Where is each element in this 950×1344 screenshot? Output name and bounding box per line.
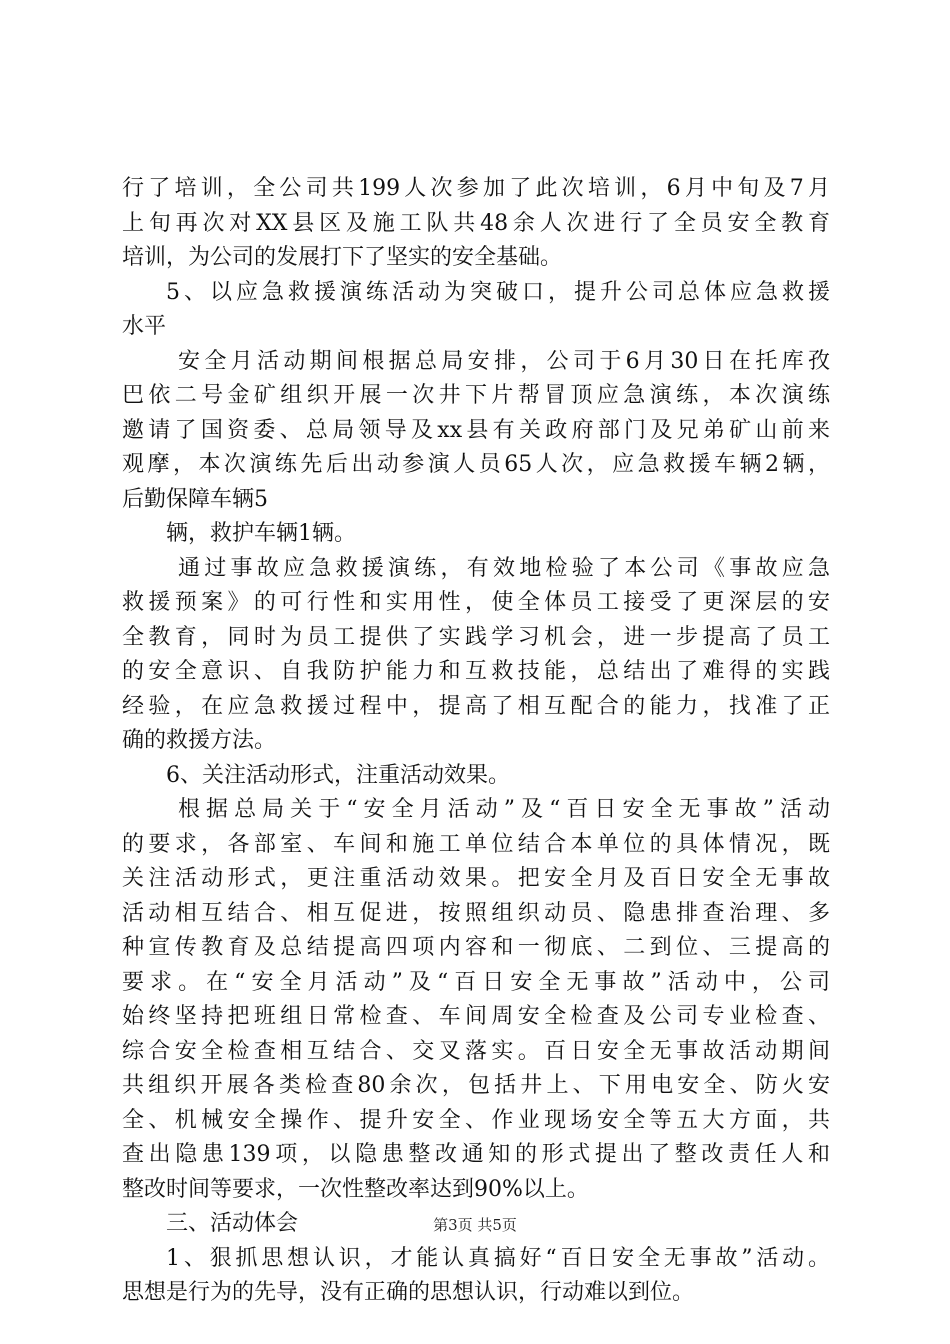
text-line: 查出隐患139项，以隐患整改通知的形式提出了整改责任人和	[122, 1142, 830, 1167]
paragraph-first-line: 1、狠抓思想认识，才能认真搞好“百日安全无事故”活动。	[166, 1245, 830, 1271]
section-heading: 5、以应急救援演练活动为突破口，提升公司总体应急救援	[166, 279, 830, 305]
text-line: 邀请了国资委、总局领导及xx县有关政府部门及兄弟矿山前来	[122, 417, 830, 443]
section-heading: 6、关注活动形式，注重活动效果。	[166, 762, 510, 788]
text-line: 综合安全检查相互结合、交叉落实。百日安全无事故活动期间	[122, 1038, 830, 1064]
paragraph-first-line: 根据总局关于“安全月活动”及“百日安全无事故”活动	[178, 797, 830, 822]
text-line: 经验，在应急救援过程中，提高了相互配合的能力，找准了正	[122, 693, 830, 719]
text-line: 后勤保障车辆5	[122, 486, 268, 512]
text-line: 的安全意识、自我防护能力和互救技能，总结出了难得的实践	[122, 659, 830, 684]
page-footer	[0, 1214, 950, 1235]
text-line: 水平	[122, 314, 167, 339]
text-line: 关注活动形式，更注重活动效果。把安全月及百日安全无事故	[122, 866, 830, 891]
text-line: 全教育，同时为员工提供了实践学习机会，进一步提高了员工	[122, 624, 830, 650]
text-line: 要求。在“安全月活动”及“百日安全无事故”活动中，公司	[122, 969, 830, 995]
text-line: 全、机械安全操作、提升安全、作业现场安全等五大方面，共	[122, 1107, 830, 1133]
section-heading: 三、活动体会	[166, 1211, 299, 1236]
text-line: 上旬再次对XX县区及施工队共48余人次进行了全员安全教育	[122, 210, 830, 236]
text-line: 巴依二号金矿组织开展一次井下片帮冒顶应急演练，本次演练	[122, 383, 830, 408]
text-line: 确的救援方法。	[122, 728, 277, 753]
text-line: 的要求，各部室、车间和施工单位结合本单位的具体情况，既	[122, 831, 830, 857]
text-line: 救援预案》的可行性和实用性，使全体员工接受了更深层的安	[122, 590, 830, 615]
text-line: 行了培训，全公司共199人次参加了此次培训，6月中旬及7月	[122, 176, 830, 201]
text-line: 整改时间等要求，一次性整改率达到90%以上。	[122, 1176, 589, 1202]
text-line: 种宣传教育及总结提高四项内容和一彻底、二到位、三提高的	[122, 935, 830, 960]
text-line: 观摩，本次演练先后出动参演人员65人次，应急救援车辆2辆，	[122, 452, 830, 477]
text-line: 辆，救护车辆1辆。	[166, 521, 356, 546]
text-line: 思想是行为的先导，没有正确的思想认识，行动难以到位。	[122, 1280, 695, 1305]
page-number-label: 第3页 共5页	[433, 1216, 517, 1234]
paragraph-first-line: 安全月活动期间根据总局安排，公司于6月30日在托库孜	[178, 348, 830, 374]
text-line: 始终坚持把班组日常检查、车间周安全检查及公司专业检查、	[122, 1004, 830, 1029]
text-line: 培训，为公司的发展打下了坚实的安全基础。	[122, 245, 563, 270]
document-body	[122, 172, 830, 1311]
text-line: 共组织开展各类检查80余次，包括井上、下用电安全、防火安	[122, 1073, 830, 1098]
text-line: 活动相互结合、相互促进，按照组织动员、隐患排查治理、多	[122, 900, 830, 926]
paragraph-first-line: 通过事故应急救援演练，有效地检验了本公司《事故应急	[178, 555, 830, 581]
